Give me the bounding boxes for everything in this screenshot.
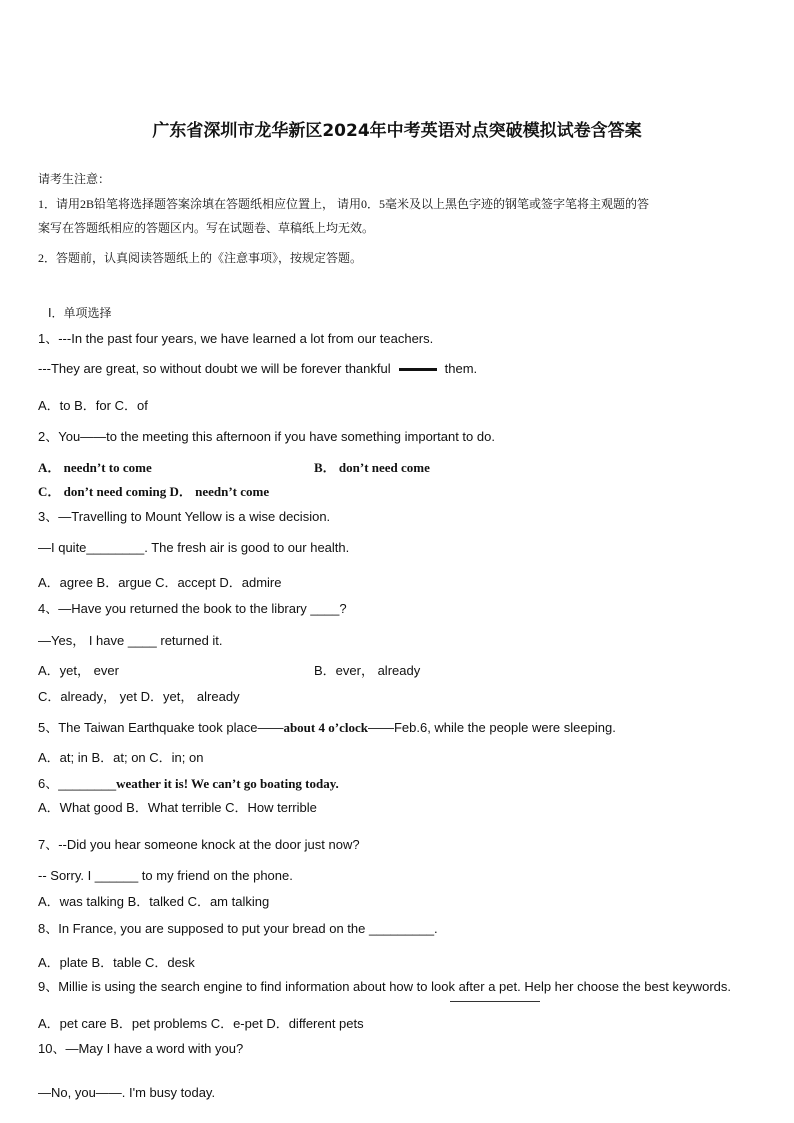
question-4-stem-2: —Yes， I have ____ returned it. (38, 633, 223, 648)
question-6-options: A．What good B．What terrible C．How terrible (38, 800, 317, 815)
question-10-stem-1: 10、—May I have a word with you? (38, 1041, 244, 1056)
question-7-stem-2: -- Sorry. I ______ to my friend on the phone. (38, 868, 293, 883)
question-3-options: A．agree B．argue C．accept D．admire (38, 575, 282, 590)
question-1-stem-2b: them. (444, 361, 478, 376)
question-2-stem: 2、You——to the meeting this afternoon if you have something important to do. (38, 429, 495, 444)
question-10-stem-2: —No, you——. I'm busy today. (38, 1085, 216, 1100)
question-6-stem (38, 776, 339, 792)
question-2-option-a: A． needn’t to come (38, 460, 152, 475)
question-8-options: A．plate B．table C．desk (38, 955, 195, 970)
question-1-options: A．to B．for C．of (38, 398, 148, 413)
question-7-stem-1: 7、--Did you hear someone knock at the door just now? (38, 837, 360, 852)
notice-item-1-line-2: 案写在答题纸相应的答题区内。写在试题卷、草稿纸上均无效。 (38, 221, 375, 235)
blank-dash-icon (399, 368, 437, 371)
notice-heading: 请考生注意： (38, 172, 111, 186)
question-8-stem: 8、In France, you are supposed to put your bread on the _________. (38, 921, 438, 936)
notice-item-2: 2．答题前，认真阅读答题纸上的《注意事项》，按规定答题。 (38, 251, 363, 265)
question-5-stem (38, 720, 616, 736)
question-2-option-b: B． don’t need come (314, 460, 430, 475)
question-6-stem-b: weather it is! We can’t go boating today. (116, 776, 339, 791)
question-1-stem-2a: ---They are great, so without doubt we will be forever thankful (38, 361, 391, 376)
question-2-option-cd: C． don’t need coming D． needn’t come (38, 484, 270, 499)
question-5-stem-b: about 4 o’clock (283, 720, 368, 735)
section-heading: Ⅰ．单项选择 (48, 306, 112, 320)
question-4-option-cd: C．already， yet D．yet， already (38, 689, 240, 704)
question-5-options: A．at; in B．at; on C．in; on (38, 750, 204, 765)
question-1-stem-2 (38, 361, 477, 377)
question-6-stem-a: 6、________ (38, 776, 117, 791)
question-7-options: A．was talking B．talked C．am talking (38, 894, 270, 909)
question-9-options: A．pet care B．pet problems C．e-pet D．different pets (38, 1016, 364, 1031)
question-4-option-a: A．yet， ever (38, 663, 119, 678)
question-9-stem: 9、Millie is using the search engine to find information about how to look after a pet. Help her choose the best keywords. (38, 979, 731, 994)
page-title: 广东省深圳市龙华新区2024年中考英语对点突破模拟试卷含答案 (152, 121, 642, 141)
question-4-stem-1: 4、—Have you returned the book to the library ____? (38, 601, 347, 616)
question-5-stem-a: 5、The Taiwan Earthquake took place—— (38, 720, 284, 735)
question-5-stem-c: ——Feb.6, while the people were sleeping. (367, 720, 616, 735)
notice-item-1-line-1: 1．请用2B铅笔将选择题答案涂填在答题纸相应位置上， 请用0．5毫米及以上黑色字迹的钢笔或签字笔将主观题的答 (38, 197, 650, 211)
question-4-option-b: B．ever， already (314, 663, 421, 678)
question-1-stem-1: 1、---In the past four years, we have learned a lot from our teachers. (38, 331, 434, 346)
question-3-stem-2: —I quite________. The fresh air is good to our health. (38, 540, 350, 555)
question-9-underline (450, 1001, 540, 1002)
question-3-stem-1: 3、—Travelling to Mount Yellow is a wise decision. (38, 509, 331, 524)
